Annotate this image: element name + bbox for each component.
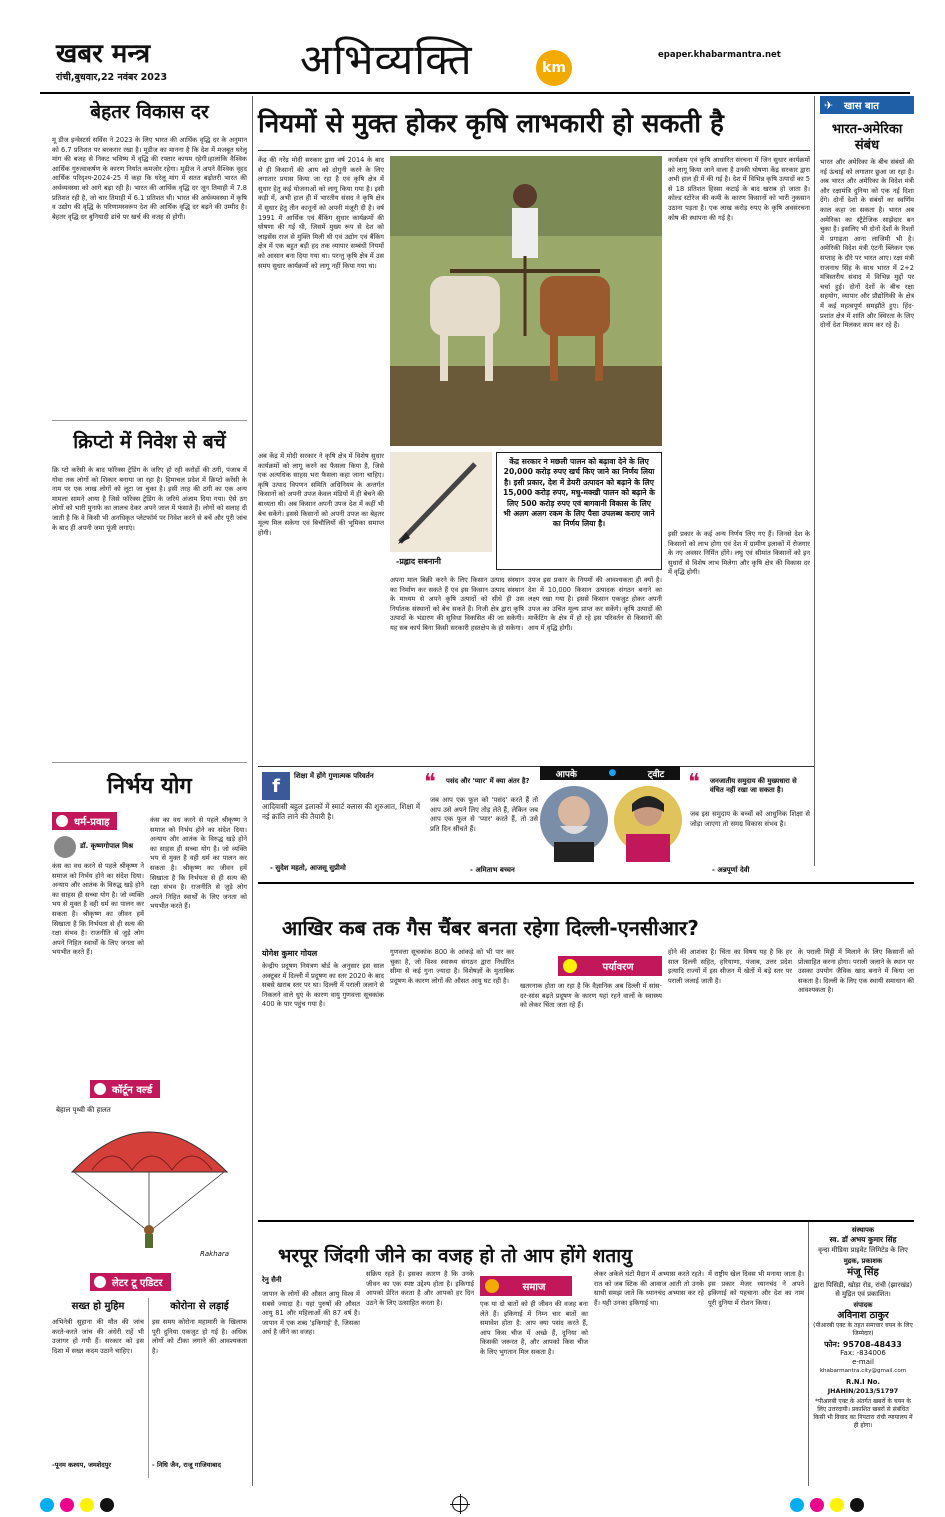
story-title: बेहतर विकास दर: [90, 101, 209, 123]
farmer-bullocks-photo: [390, 156, 662, 446]
tweet-2-body: जब इस समुदाय के बच्चों को आधुनिक शिक्षा से जोड़ा जाएगा तो समग्र विकास संभव है।: [690, 810, 810, 828]
tweet-1-intro: पसंद और 'प्यार' में क्या अंतर है?: [446, 777, 530, 785]
env-col-1: केन्द्रीय प्रदूषण नियंत्रण बोर्ड के अनुसार इस साल अक्टूबर में दिल्ली में प्रदूषण का स्तर 2020 के बाद सबसे खराब स्तर पर था। दिल्ली में पराली जलाने से निकलने वाले धुएं के कारण वायु गुणवत्ता सूचकांक 400 के पार पहुंच गया है।: [262, 962, 384, 1009]
editor-name: अविनाश ठाकुर: [837, 1310, 889, 1321]
tweet-2-intro: जनजातीय समुदाय की मुख्यधारा से वंचित नहीं रखा जा सकता है।: [710, 777, 797, 794]
tag-label: पर्यावरण: [602, 962, 634, 973]
sun-icon: [563, 959, 577, 973]
letter-sign: - निधि जैन, राजू गाजियाबाद: [152, 1461, 221, 1469]
publisher-name: मंजू सिंह: [847, 1267, 879, 1278]
crosshair-icon: [452, 1496, 468, 1512]
reg-cyan-dot: [40, 1498, 54, 1512]
env-col-5: के पराली मिट्टी में मिलाने के लिए किसानों को प्रोत्साहित करना होगा। पराली जलाने के स्थान पर उसका उपयोग जैविक खाद बनाने में किया जा सकता है। दिल्ली के लिए एक स्थायी समाधान की आवश्यकता है।: [798, 948, 914, 995]
main-story-col-5: कार्यक्रम एवं कृषि आधारित संरचना में जिन सुधार कार्यक्रमों को लागू किया जाने वाला है उनकी घोषणा केंद्र सरकार द्वारा अभी हाल ही में की गई है। देश में विभिन्न कृषि उत्पादों का 5 से 18 प्रतिशत हिस्सा कटाई के बाद खराब हो जाता है। कोल्ड स्टोरेज की कमी के कारण किसानों को भारी नुकसान उठाना पड़ता है। एक लाख करोड़ रुपए के कृषि अवसंरचना कोष की स्थापना की गई है।: [668, 156, 810, 222]
story-better-growth: [52, 96, 247, 418]
letter-body: अभिनेत्री सुहाना की मौत की जांच करते-करते जांच की अंधेरी राहें भी उजागर हो गयी हैं। सरकार को इस दिशा में सख्त कदम उठाने चाहिए।: [52, 1318, 144, 1355]
main-story-col-6: इसी प्रकार के कई अन्य निर्णय लिए गए हैं। जिनसे देश के किसानों को लाभ होगा एवं देश में ग्रामीण इलाकों में रोजगार के नए अवसर निर्मित होंगे। लघु एवं सीमांत किसानों को इन सुधारों से विशेष लाभ मिलेगा और कृषि क्षेत्र की विकास दर में वृद्धि होगी।: [668, 530, 810, 577]
twitter-bird-icon: ●: [608, 768, 617, 778]
reg-magenta-dot: [810, 1498, 824, 1512]
fax: Fax: -834006: [840, 1349, 886, 1357]
paryavaran-tag: [558, 956, 662, 976]
story-body: कंस का वध करने से पहले श्रीकृष्ण ने समाज को निर्भय होने का संदेश दिया। अन्याय और आतंक के विरुद्ध खड़े होने का साहस ही सच्चा योग है। जो व्यक्ति भय से मुक्त है वही धर्म का पालन कर सकता है। श्रीकृष्ण का जीवन हमें सिखाता है कि निर्भयता से ही सत्य की रक्षा संभव है। राजनीति से जुड़े लोग अपने निहित स्वार्थों के लिए जनता को भयभीत करते हैं।: [52, 862, 144, 957]
rni-number: JHAHIN/2013/51797: [827, 1387, 899, 1395]
env-col-2: गुणवत्ता सूचकांक 800 के आंकड़े को भी पार कर चुका है, जो विश्व स्वास्थ्य संगठन द्वारा निर्धारित सीमा से कई गुना ज्यादा है। विशेषज्ञों के मुताबिक प्रदूषण के कारण लोगों की औसत आयु घट रही है।: [390, 948, 514, 985]
main-story-col-1: केंद्र की नरेंद्र मोदी सरकार द्वारा वर्ष 2014 के बाद से ही किसानों की आय को दोगुनी करने के लिए लगातार प्रयास किया जा रहा है एवं कृषि क्षेत्र में सुधार हेतु कई योजनाओं को लागू किया गया है। इसी कड़ी में, अभी हाल ही में भारतीय संसद ने कृषि क्षेत्र में सुधार हेतु तीन कानूनों को अपनी मंजूरी दी है। वर्ष 1991 में आर्थिक एवं बैंकिंग सुधार कार्यक्रमों की घोषणा की गई थी, जिसमें मुख्य रूप से देश को लाइसेंस राज से मुक्ति मिली थी एवं उद्योग एवं बैंकिंग क्षेत्र में एक बहुत बड़ी हद तक व्यापार सम्बंधी नियमों को आसान बना दिया गया था। परन्तु कृषि क्षेत्र में उस समय सुधार कार्यक्रमों को लागू नहीं किया गया था।: [258, 156, 384, 270]
reg-cyan-dot: [790, 1498, 804, 1512]
main-story-title: नियमों से मुक्त होकर कृषि लाभकारी हो सकती है: [258, 109, 724, 139]
reg-yellow-dot: [80, 1498, 94, 1512]
email: khabarmantra.city@gmail.com: [819, 1368, 907, 1374]
story-body-cont: कंस का वध करने से पहले श्रीकृष्ण ने समाज को निर्भय होने का संदेश दिया। अन्याय और आतंक के विरुद्ध खड़े होने का साहस ही सच्चा योग है। जो व्यक्ति भय से मुक्त है वही धर्म का पालन कर सकता है। श्रीकृष्ण का जीवन हमें सिखाता है कि निर्भयता से ही सत्य की रक्षा संभव है। राजनीति से जुड़े लोग अपने निहित स्वार्थों के लिए जनता को भयभीत करते हैं।: [150, 816, 247, 911]
cartoon-earth-parachute-illustration: [52, 1112, 247, 1262]
main-story-col-4: उपज इस प्रकार के नियमों की आवश्यकता ही क्यों है। देश में 10,000 किसान उत्पादक संगठन बनाने का लक्ष्य रखा गया है। इससे किसान एकजुट होकर अपनी उपज का उचित मूल्य प्राप्त कर सकेंगे। कृषि उत्पादों की मार्केटिंग के क्षेत्र में हो रहे इस परिवर्तन से किसानों की आय में वृद्धि होगी।: [528, 576, 662, 632]
epaper-url: epaper.khabarmantra.net: [658, 50, 781, 60]
main-story-col-2: अब केंद्र में मोदी सरकार ने कृषि क्षेत्र में विशेष सुधार कार्यक्रमों को लागू करने का फैसला किया है, जिसे एक अत्यधिक साहस भरा फैसला कहा जाना चाहिए। कृषि उत्पाद विपणन समिति अधिनियम के अन्तर्गत किसानों को अपनी उपज केवल मंडियों में ही बेचने की बाध्यता थी। अब किसान अपनी उपज देश में कहीं भी बेच सकेंगे। इससे किसानों को अपनी उपज का बेहतर मूल्य मिल सकेगा एवं बिचौलियों की भूमिका समाप्त होगी।: [258, 452, 384, 537]
dateline: रांची,बुधवार,22 नवंबर 2023: [56, 72, 168, 83]
pull-quote: केंद्र सरकार ने मछली पालन को बढ़ावा देने के लिए 20,000 करोड़ रुपए खर्च किए जाने का निर्णय लिया है। इसी प्रकार, देश में डेयरी उत्पादन को बढ़ाने के लिए 15,000 करोड़ रुपए, मधु-मक्खी पालन को बढ़ाने के लिए 500 करोड़ रुपए एवं बागवानी विकास के लिए भी अलग अलग रकम के लिए पैसा उपलब्ध कराए जाने का निर्णय लिया है।: [496, 452, 662, 570]
author-avatar: [54, 836, 76, 858]
imprint-box: [812, 1226, 914, 1488]
address: द्वारा पिसिड़ी, खोड़ा रोड, रांची (झारखंड) से मुद्रित एवं प्रकाशित।: [813, 1281, 913, 1298]
masthead: [0, 0, 945, 92]
section-title: अभिव्यक्ति: [300, 35, 473, 84]
letter-to-editor-tag: [90, 1273, 171, 1291]
samaj-tag: [480, 1276, 572, 1296]
email-label: e-mail: [852, 1358, 874, 1366]
km-logo-icon: [536, 50, 572, 86]
life-col-2: सक्रिय रहते हैं। इसका कारण है कि उनके जीवन का एक स्पष्ट उद्देश्य होता है। इकिगाई आपको प्रेरित करता है और आपको हर दिन उठने के लिए उत्साहित करता है।: [366, 1270, 474, 1307]
columnist-byline: -प्रह्लाद सबनानी: [396, 557, 441, 566]
story-title: निर्भय योग: [107, 774, 192, 799]
dharma-pravah-tag: [52, 812, 117, 830]
life-col-1: जापान के लोगों की औसत आयु विश्व में सबसे ज्यादा है। यहां पुरुषों की औसत आयु 81 और महिलाओं की 87 वर्ष है। जापान में एक शब्द 'इकिगाई' है, जिसका अर्थ है जीने का वजह।: [262, 1290, 360, 1337]
quote-icon: ❝: [424, 770, 436, 795]
reg-yellow-dot: [830, 1498, 844, 1512]
cartoonist-signature: Rakhara: [200, 1250, 230, 1258]
annapurna-portrait: [612, 782, 684, 862]
story-crypto: [52, 424, 247, 754]
editor-label: संपादक: [853, 1301, 873, 1309]
masthead-rule: [40, 92, 910, 94]
life-col-4: लेकर अकेले घंटों मैदान में अभ्यास करते रहते। रात को जब स्टिक की आवाज आती तो उनके साथी समझ जाते कि ध्यानचंद अभ्यास कर रहे हैं। यही उनका इकिगाई था।: [594, 1270, 704, 1307]
life-story-title: भरपूर जिंदगी जीने का वजह हो तो आप होंगे शतायु: [278, 1245, 633, 1267]
reg-black-dot: [850, 1498, 864, 1512]
life-col-5: में राष्ट्रीय खेल दिवस भी मनाया जाता है। इस प्रकार मेजर ध्यानचंद ने अपने इकिगाई को पहचाना और देश का नाम पूरी दुनिया में रोशन किया।: [708, 1270, 804, 1307]
main-story-col-3: अपना माल बिक्री करने के लिए किसान उत्पाद संस्थान का निर्माण कर सकते हैं एवं इस किसान उत्पाद संस्थान के माध्यम से अपने कृषि उत्पादों को सीधे ही उस निर्यातक संस्थानों को बेच सकते हैं। निजी क्षेत्र द्वारा कृषि उत्पादों के भंडारण की सुविधा विकसित की जा सकेगी। यह सब कार्य बिना किसी सरकारी हस्तक्षेप के हो सकेगा।: [390, 576, 524, 632]
founder-label: संस्थापक: [851, 1226, 875, 1234]
facebook-post-body: आदिवासी बहुल इलाकों में स्मार्ट क्लास की शुरुआत, शिक्षा में नई क्रांति लाने की तैयारी है।: [262, 802, 420, 821]
letter-title: सख्त हो मुहिम: [71, 1301, 125, 1312]
letter-2: [152, 1298, 247, 1478]
story-body: मू डीज इन्वेस्टर्स सर्विस ने 2023 के लिए भारत की आर्थिक वृद्धि दर के अनुमान को 6.7 प्रतिशत पर बरकरार रखा है। मूडीज का मानना है कि देश में मजबूत घरेलू मांग की बजह से निकट भविष्य में वृद्धि की रफ्तार कायम रहेगी।हालांकि वैश्विक आर्थिक गुरुत्वाकर्षण के कारण निर्यात कमजोर रहेगा। मूडीज ने अपने वैश्विक वृहद आर्थिक परिदृश्य-2024-25 में कहा कि घरेलू मांग में सतत बढ़ोतरी भारत की अर्थव्यवस्था को आगे बढ़ा रही है। भारत की आर्थिक वृद्धि दर जून तिमाही में 7.8 प्रतिशत रही है, जो चार तिमाही में 6.1 प्रतिशत थी। भारत की अर्थव्यवस्था में कृषि व उद्योग की वृद्धि के परिणामस्वरूप देश की आर्थिक वृद्धि दर बढ़ने की उम्मीद है। बेहतर वृद्धि दर बुनियादी ढांचे पर खर्च की वजह से होगी।: [52, 136, 247, 221]
khaas-baat-tag: [820, 96, 914, 114]
phone: फोन: 95708-48433: [824, 1340, 902, 1349]
facebook-post-sign: - सुदेश महतो, आजसू सुप्रीमो: [270, 864, 346, 872]
story-title: क्रिप्टो में निवेश से बचें: [73, 431, 226, 453]
right-story-title: भारत-अमेरिका संबंध: [831, 122, 903, 153]
tag-label: समाज: [522, 1282, 546, 1293]
story-author: डॉ. कृष्णगोपाल मिश्र: [80, 842, 134, 850]
amitabh-portrait: [538, 782, 610, 862]
letter-sign: -पूनम कश्यप, जमशेदपुर: [52, 1461, 112, 1469]
tweet-2-sign: - अन्नपूर्णा देवी: [712, 866, 750, 874]
tweet-header-right: ट्वीट: [647, 769, 665, 780]
right-story-body: भारत और अमेरिका के बीच संबंधों की नई ऊंचाई को लगातार छुआ जा रहा है। अब भारत और अमेरिका के विदेश मंत्री और रक्षामंत्रि दुनिया को एक नई दिशा देंगे। दोनों देशों के संबंधों का स्वर्णिम काल कहा जा सकता है। भारत अब अमेरिका का स्ट्रैटेजिक साझेदार बन चुका है। इसलिए भी दोनों देशों के रिश्तों में प्रगाढ़ता आना लाजिमी भी है। अमेरिकी विदेश मंत्री एंटनी ब्लिंकन एक सप्ताह के दौरे पर भारत आए। रक्षा मंत्री राजनाथ सिंह के साथ भारत में 2+2 मंत्रिस्तरीय संवाद में विभिन्न मुद्दों पर चर्चा हुई। दोनों देशों के बीच रक्षा सहयोग, व्यापार और प्रौद्योगिकी के क्षेत्र में कई महत्वपूर्ण समझौते हुए। हिंद-प्रशांत क्षेत्र में शांति और स्थिरता के लिए दोनों देश मिलकर काम कर रहे हैं।: [820, 158, 914, 330]
env-story-author: योगेश कुमार गोयल: [262, 949, 318, 958]
publisher-label: मुद्रक, प्रकाशक: [843, 1257, 883, 1265]
registration-strip-right: [790, 1497, 870, 1516]
cartoon-world-tag: [90, 1080, 160, 1098]
company: वृन्दा मीडिया प्राइवेट लिमिटेड के लिए: [818, 1246, 908, 1254]
founder-name: स्व. डॉ अभय कुमार सिंह: [829, 1235, 897, 1244]
reg-black-dot: [100, 1498, 114, 1512]
rni-label: R.N.I No.: [845, 1378, 881, 1386]
tweet-1-sign: - अमिताभ बच्चन: [470, 866, 515, 874]
people-icon: [485, 1279, 499, 1293]
story-body: क्रि प्टो करेंसी के बाद फॉरेक्स ट्रेडिंग के जरिए हो रही करोड़ों की ठगी, पंजाब में गोवा तक लोगों को शिकार बनाया जा रहा है। हिमाचल प्रदेश में क्रिप्टो करेंसी के नाम पर एक लाख लोगों को लूटा जा चुका है। इसी तरह की ठगी का एक अन्य मामला सामने आया है जिसे फॉरेक्स ट्रेडिंग के जरिये अंजाम दिया गया। ऐसे ठग लोगों को भारी मुनाफे का लालच देकर अपने जाल में फंसाते हैं। लोगों को सलाह दी जाती है कि वे किसी भी अनधिकृत प्लेटफॉर्म पर निवेश करने से बचें और पूरी जांच के बाद ही अपनी जमा पूंजी लगाएं।: [52, 466, 247, 532]
brand-name: खबर मन्त्र: [56, 39, 151, 69]
airplane-icon: ✈: [824, 99, 834, 112]
facebook-post-label: शिक्षा में होंगे गुणात्मक परिवर्तन: [294, 772, 374, 780]
tag-label: लेटर टू एडिटर: [112, 1278, 163, 1289]
life-col-3: एक या दो बातों को ही जीवन की वजह बना लेते हैं। इकिगाई में निम्न चार बातों का समावेश होता है: आप क्या पसंद करते हैं, आप किस चीज में अच्छे हैं, दुनिया को किसकी जरूरत है, और आपको किस चीज के लिए भुगतान मिल सकता है।: [480, 1300, 588, 1356]
disclaimer: *पीआरबी एक्ट के अंतर्गत खबरों के चयन के लिए उत्तरदायी। प्रकाशित खबरों से संबंधित किसी भी विवाद का निपटारा रांची न्यायालय में ही होगा।: [813, 1398, 913, 1429]
letter-1: [52, 1298, 144, 1478]
letter-title: कोरोना से लड़ाई: [170, 1301, 229, 1312]
editor-note: (पीआरबी एक्ट के तहत समाचार चयन के लिए जिम्मेदार): [813, 1322, 913, 1337]
registration-strip-left: [40, 1497, 120, 1516]
env-story-title: आखिर कब तक गैस चैंबर बनता रहेगा दिल्ली-एनसीआर?: [282, 916, 699, 940]
om-icon: [56, 815, 68, 827]
letter-icon: [94, 1276, 106, 1288]
letter-body: इस समय कोरोना महामारी के खिलाफ पूरी दुनिया एकजुट हो गई है। अधिक लोगों को टीका लगाने की आवश्यकता है।: [152, 1318, 247, 1355]
logo-letter: km: [542, 60, 566, 76]
env-col-4: होने की आशंका है। चिंता का विषय यह है कि हर साल दिल्ली सहित, हरियाणा, पंजाब, उत्तर प्रदेश इत्यादि राज्यों में इस सीजन में खेतों में बड़े स्तर पर पराली जलाई जाती है।: [668, 948, 792, 985]
tweet-header-left: आपके: [555, 769, 577, 780]
tag-label: धर्म-प्रवाह: [74, 817, 110, 828]
facebook-icon: f: [262, 772, 290, 800]
tweet-header: [540, 766, 680, 780]
reg-magenta-dot: [60, 1498, 74, 1512]
tag-label: कॉर्टून वर्ल्ड: [112, 1085, 153, 1096]
quote-icon-2: ❝: [688, 770, 700, 795]
env-col-3: खतरनाक होता जा रहा है कि वैज्ञानिक अब दिल्ली में सांस-दर-सांस बढ़ते प्रदूषण के कारण यहां रहने वालों के स्वास्थ्य को लेकर चिंता जता रहे हैं।: [520, 982, 662, 1010]
cartoon-caption: बेहाल पृथ्वी की हालत: [56, 1106, 111, 1114]
columnist-pen-photo: [390, 452, 492, 552]
cartoon-icon: [94, 1083, 106, 1095]
tag-label: खास बात: [844, 101, 880, 112]
life-story-author: रेनु सैनी: [262, 1276, 282, 1284]
tweet-1-body: जब आप एक फूल को 'पसंद' करते हैं तो आप उसे अपने लिए तोड़ लेते हैं, लेकिन जब आप एक फूल से 'प्यार' करते हैं, तो उसे प्रति दिन सींचते हैं।: [430, 796, 538, 833]
